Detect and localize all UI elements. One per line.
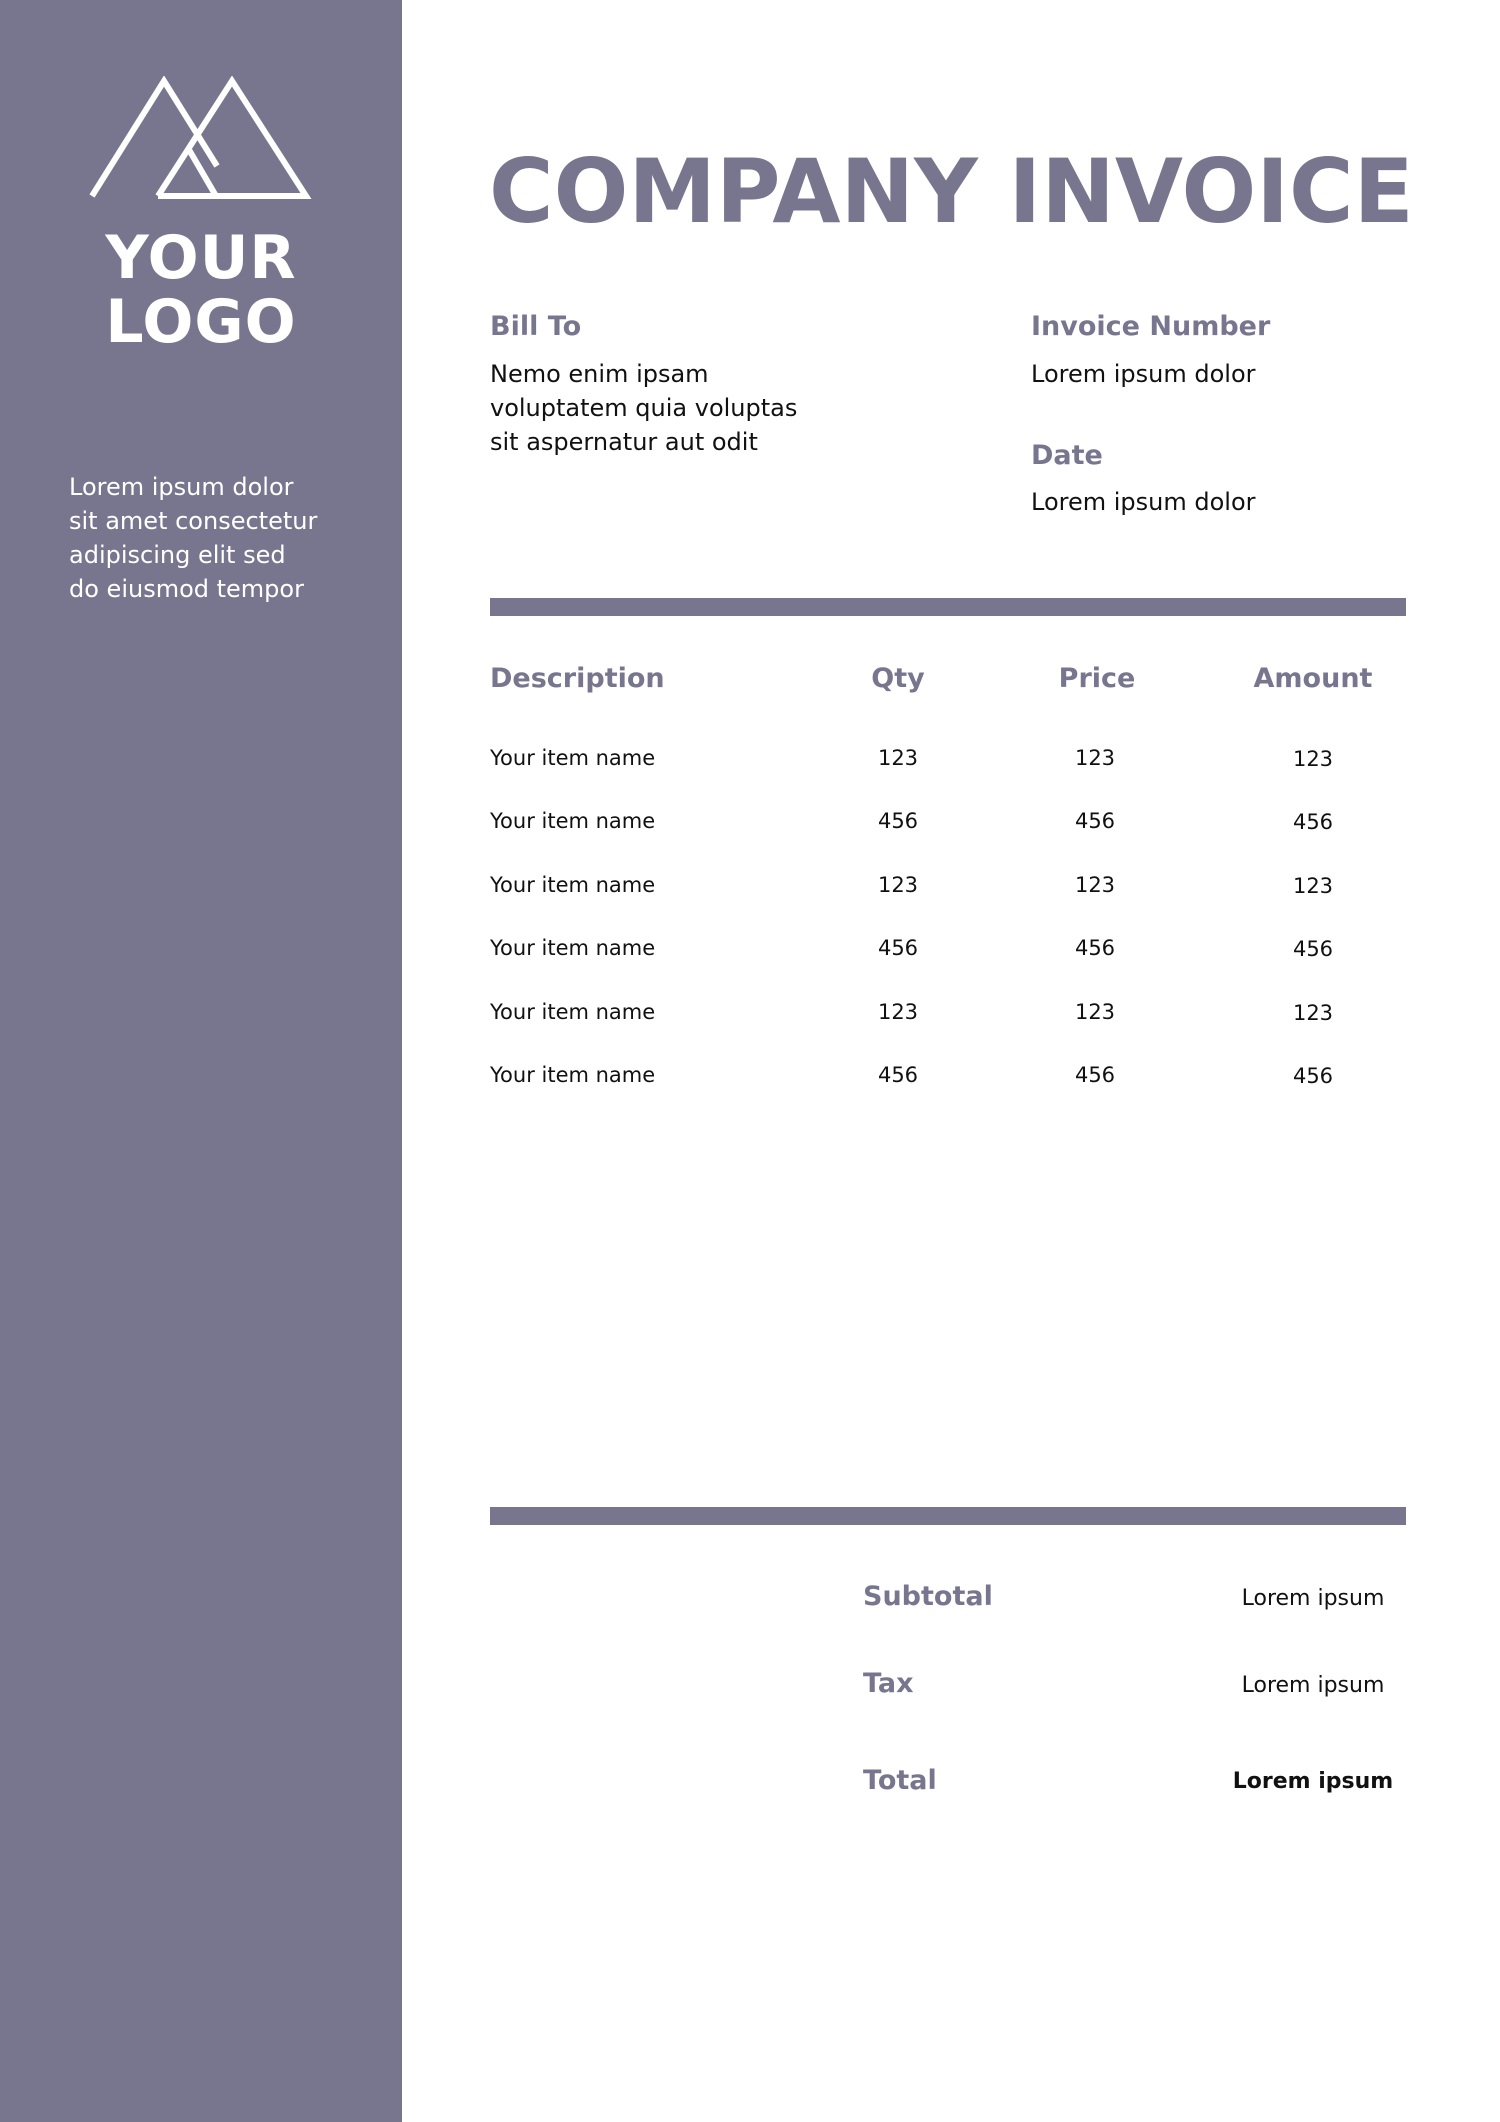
item-price: 456 <box>1074 936 1116 960</box>
column-header-description: Description <box>490 663 665 694</box>
item-price: 123 <box>1074 1000 1116 1024</box>
invoice-title: COMPANY INVOICE <box>489 140 1414 243</box>
item-description: Your item name <box>490 809 656 833</box>
tax-value: Lorem ipsum <box>1241 1673 1385 1698</box>
bill-to-address: Nemo enim ipsam voluptatem quia voluptas sit aspernatur aut odit <box>490 360 798 456</box>
mountain-logo-icon <box>88 76 312 202</box>
item-amount: 123 <box>1292 874 1334 898</box>
invoice-number-value: Lorem ipsum dolor <box>1031 360 1256 388</box>
item-amount: 456 <box>1292 1064 1334 1088</box>
item-qty: 456 <box>877 936 919 960</box>
date-value: Lorem ipsum dolor <box>1031 488 1256 516</box>
item-description: Your item name <box>490 1063 656 1087</box>
item-qty: 123 <box>877 1000 919 1024</box>
column-header-qty: Qty <box>871 663 925 694</box>
item-price: 123 <box>1074 746 1116 770</box>
column-header-price: Price <box>1058 663 1136 694</box>
sidebar-description: Lorem ipsum dolor sit amet consectetur adipiscing elit sed do eiusmod tempor <box>69 473 318 603</box>
item-qty: 456 <box>877 809 919 833</box>
subtotal-value: Lorem ipsum <box>1241 1586 1385 1611</box>
item-amount: 123 <box>1292 1001 1334 1025</box>
item-price: 456 <box>1074 809 1116 833</box>
item-price: 123 <box>1074 873 1116 897</box>
date-label: Date <box>1031 440 1103 471</box>
item-qty: 456 <box>877 1063 919 1087</box>
item-description: Your item name <box>490 936 656 960</box>
bottom-divider <box>490 1507 1406 1525</box>
item-description: Your item name <box>490 873 656 897</box>
total-label: Total <box>863 1765 937 1796</box>
sidebar <box>0 0 402 2122</box>
item-amount: 456 <box>1292 810 1334 834</box>
item-amount: 456 <box>1292 937 1334 961</box>
item-qty: 123 <box>877 873 919 897</box>
total-value: Lorem ipsum <box>1232 1769 1394 1794</box>
bill-to-label: Bill To <box>490 311 582 342</box>
item-description: Your item name <box>490 1000 656 1024</box>
logo-text-line1: YOUR <box>105 223 297 293</box>
invoice-number-label: Invoice Number <box>1031 311 1271 342</box>
item-amount: 123 <box>1292 747 1334 771</box>
top-divider <box>490 598 1406 616</box>
item-qty: 123 <box>877 746 919 770</box>
subtotal-label: Subtotal <box>863 1581 993 1612</box>
logo-text-line2: LOGO <box>105 287 297 357</box>
tax-label: Tax <box>863 1668 914 1699</box>
item-description: Your item name <box>490 746 656 770</box>
column-header-amount: Amount <box>1253 663 1373 694</box>
item-price: 456 <box>1074 1063 1116 1087</box>
